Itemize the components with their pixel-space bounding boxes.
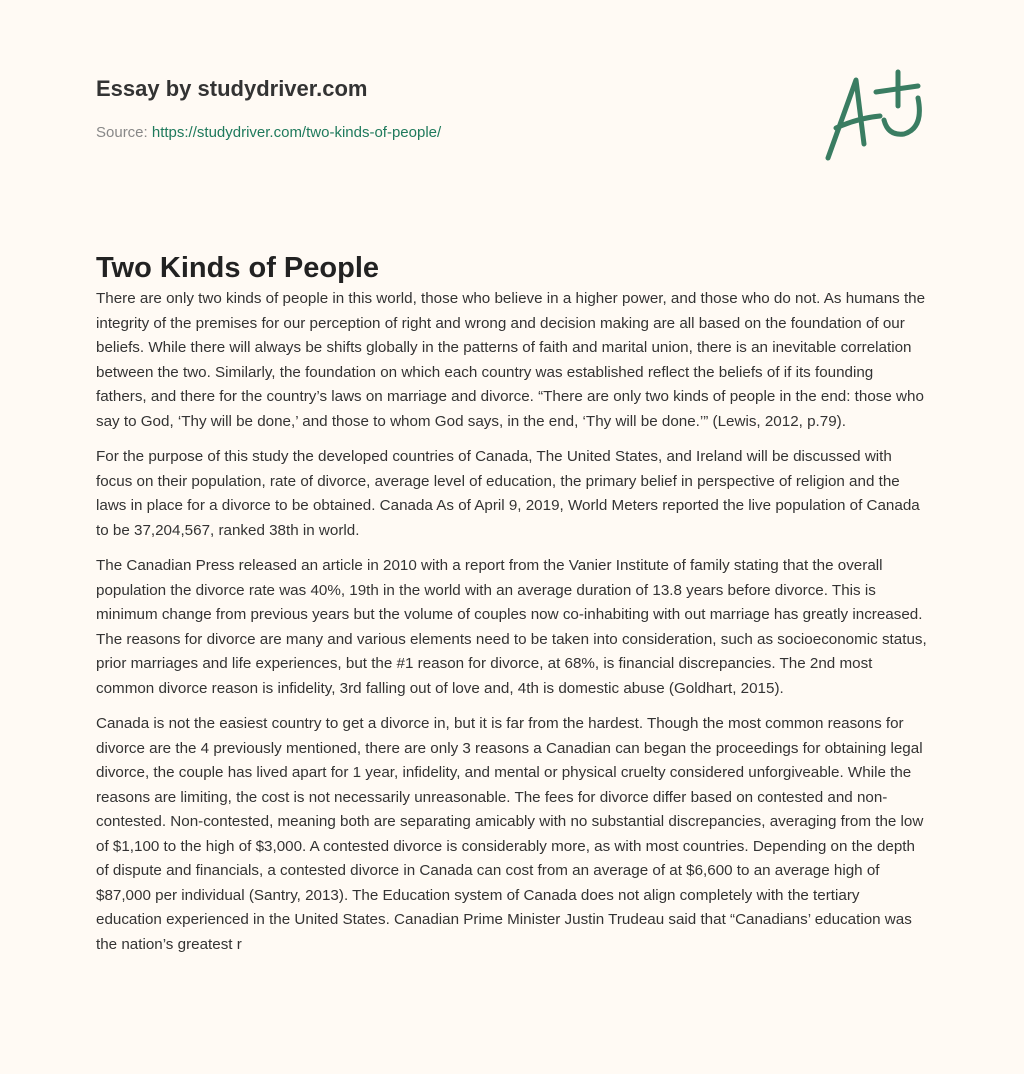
article-body [96, 287, 928, 968]
paragraph: For the purpose of this study the developed countries of Canada, The United States, and Ireland will be discussed with focus on their population, rate of divorce, average level of education, the primary belief in perspective of religion and the laws in place for a divorce to be obtained. Canada As of April 9, 2019, World Meters reported the live population of Canada to be 37,204,567, ranked 38th in world. [96, 448, 920, 539]
source-label: Source: [96, 124, 148, 141]
paragraph: The Canadian Press released an article in 2010 with a report from the Vanier Institute of family stating that the overall population the divorce rate was 40%, 19th in the world with an average duration of 13.8 years before divorce. This is minimum change from previous years but the volume of couples now co-inhabiting with out marriage has greatly increased. The reasons for divorce are many and various elements need to be taken into consideration, such as socioeconomic status, prior marriages and life experiences, but the #1 reason for divorce, at 68%, is financial discrepancies. The 2nd most common divorce reason is infidelity, 3rd falling out of love and, 4th is domestic abuse (Goldhart, 2015). [96, 557, 927, 697]
article-title: Two Kinds of People [96, 252, 380, 284]
a-plus-logo-icon [818, 66, 928, 166]
site-title: Essay by studydriver.com [96, 76, 368, 101]
paragraph: Canada is not the easiest country to get a divorce in, but it is far from the hardest. Though the most common reasons for divorce are the 4 previously mentioned, there are only 3 reasons a Canadian can began the proceedings for obtaining legal divorce, the couple has lived apart for 1 year, infidelity, and mental or physical cruelty considered unforgiveable. While the reasons are limiting, the cost is not necessarily unreasonable. The fees for divorce differ based on contested and non-contested. Non-contested, meaning both are separating amicably with no substantial discrepancies, averaging from the low of $1,100 to the high of $3,000. A contested divorce is considerably more, as with most countries. Depending on the depth of dispute and financials, a contested divorce in Canada can cost from an average of at $6,600 to an average high of $87,000 per individual (Santry, 2013). The Education system of Canada does not align completely with the tertiary education experienced in the United States. Canadian Prime Minister Justin Trudeau said that “Canadians’ education was the nation’s greatest r [96, 715, 924, 953]
source-link[interactable]: https://studydriver.com/two-kinds-of-people/ [151, 124, 442, 141]
source-line [96, 124, 441, 141]
paragraph: There are only two kinds of people in this world, those who believe in a higher power, and those who do not. As humans the integrity of the premises for our perception of right and wrong and decision making are all based on the foundation of our beliefs. While there will always be shifts globally in the patterns of faith and marital union, there is an inevitable correlation between the two. Similarly, the foundation on which each country was established reflect the beliefs of if its founding fathers, and there for the country’s laws on marriage and divorce. “There are only two kinds of people in the end: those who say to God, ‘Thy will be done,’ and those to whom God says, in the end, ‘Thy will be done.’” (Lewis, 2012, p.79). [96, 290, 926, 430]
